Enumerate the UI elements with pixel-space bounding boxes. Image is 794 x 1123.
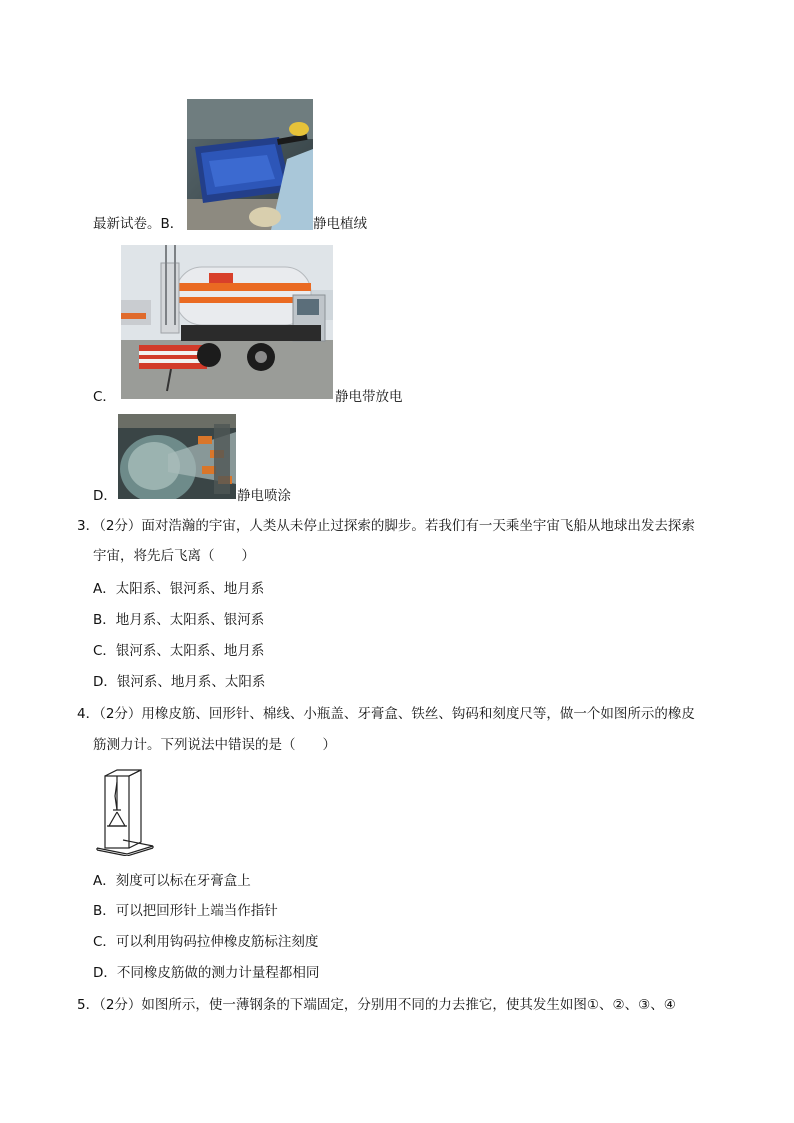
question-3-option-b: B．地月系、太阳系、银河系 <box>93 612 265 628</box>
question-4-option-c: C．可以利用钩码拉伸橡皮筋标注刻度 <box>93 934 319 950</box>
question-3-option-a: A．太阳系、银河系、地月系 <box>93 581 265 597</box>
question-3-option-c: C．银河系、太阳系、地月系 <box>93 643 265 659</box>
tanker-truck-photo <box>121 245 333 399</box>
option-b-caption: 静电植绒 <box>313 216 367 232</box>
spray-coating-photo <box>118 414 236 499</box>
option-d-prefix: D． <box>93 488 117 504</box>
option-c-prefix: C． <box>93 389 116 405</box>
flocking-photo <box>187 99 313 230</box>
force-meter-diagram <box>95 768 157 856</box>
question-4-stem-line1: 4．（2分）用橡皮筋、回形针、棉线、小瓶盖、牙膏盒、铁丝、钩码和刻度尺等，做一个如图所示的橡皮 <box>77 706 695 722</box>
question-4-option-b: B．可以把回形针上端当作指针 <box>93 903 278 919</box>
question-4-option-d: D．不同橡皮筋做的测力计量程都相同 <box>93 965 320 981</box>
question-3-stem-line1: 3．（2分）面对浩瀚的宇宙，人类从未停止过探索的脚步。若我们有一天乘坐宇宙飞船从地球出发去探索 <box>77 518 695 534</box>
question-4-option-a: A．刻度可以标在牙膏盒上 <box>93 873 251 889</box>
question-3-option-d: D．银河系、地月系、太阳系 <box>93 674 266 690</box>
option-b-prefix: 最新试卷。B． <box>93 216 184 232</box>
question-5-stem-line1: 5．（2分）如图所示，使一薄钢条的下端固定，分别用不同的力去推它，使其发生如图①、②、③、④ <box>77 997 676 1013</box>
option-c-caption: 静电带放电 <box>335 389 403 405</box>
option-d-caption: 静电喷涂 <box>237 488 291 504</box>
question-3-stem-line2: 宇宙，将先后飞离（ ） <box>93 548 255 564</box>
question-4-stem-line2: 筋测力计。下列说法中错误的是（ ） <box>93 737 336 753</box>
